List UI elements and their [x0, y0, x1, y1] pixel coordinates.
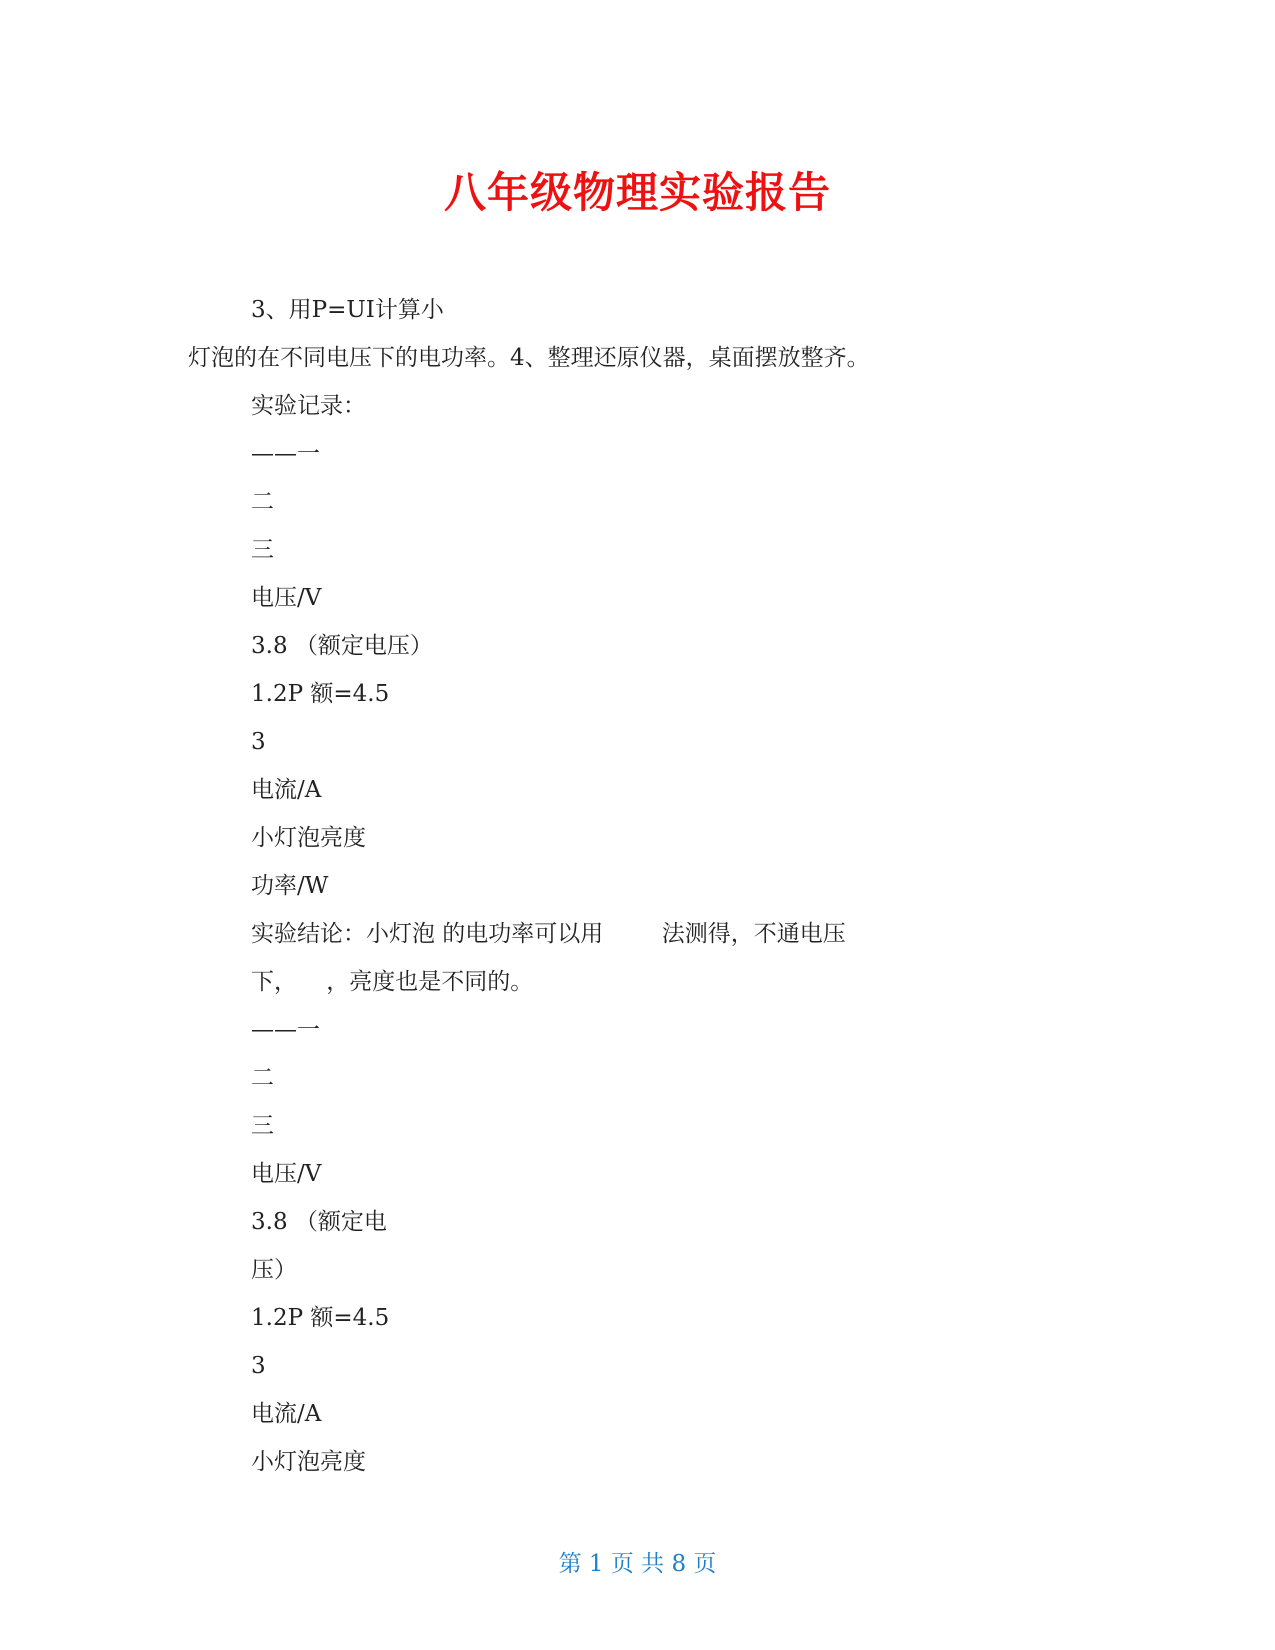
text-line: 实验结论：小灯泡 的电功率可以用 法测得，不通电压: [251, 921, 846, 947]
document-title: 八年级物理实验报告: [443, 168, 831, 217]
text-line: 3: [251, 1353, 266, 1379]
text-line: ——一: [251, 441, 320, 467]
text-line: 3: [251, 729, 266, 755]
text-line: 功率/W: [251, 873, 329, 899]
text-line: 3.8 （额定电压）: [251, 633, 433, 659]
text-line: 3、用P=UI计算小: [251, 297, 444, 323]
page-number-footer: 第 1 页 共 8 页: [558, 1551, 717, 1577]
text-line: 3.8 （额定电: [251, 1209, 387, 1235]
text-line: 电压/V: [251, 585, 322, 611]
text-line: 二: [251, 1065, 274, 1091]
text-line: 电压/V: [251, 1161, 322, 1187]
text-line: 下， ，亮度也是不同的。: [251, 969, 534, 995]
text-line: 小灯泡亮度: [251, 825, 366, 851]
text-line: ——一: [251, 1017, 320, 1043]
text-line: 三: [251, 537, 274, 563]
text-line: 二: [251, 489, 274, 515]
text-line: 电流/A: [251, 1401, 322, 1427]
text-line: 小灯泡亮度: [251, 1449, 366, 1475]
text-line: 1.2P 额=4.5: [251, 1305, 390, 1331]
text-line: 1.2P 额=4.5: [251, 681, 390, 707]
text-line: 灯泡的在不同电压下的电功率。4、整理还原仪器，桌面摆放整齐。: [188, 345, 870, 371]
text-line: 实验记录：: [251, 393, 366, 419]
text-line: 三: [251, 1113, 274, 1139]
text-line: 电流/A: [251, 777, 322, 803]
text-line: 压）: [251, 1257, 297, 1283]
